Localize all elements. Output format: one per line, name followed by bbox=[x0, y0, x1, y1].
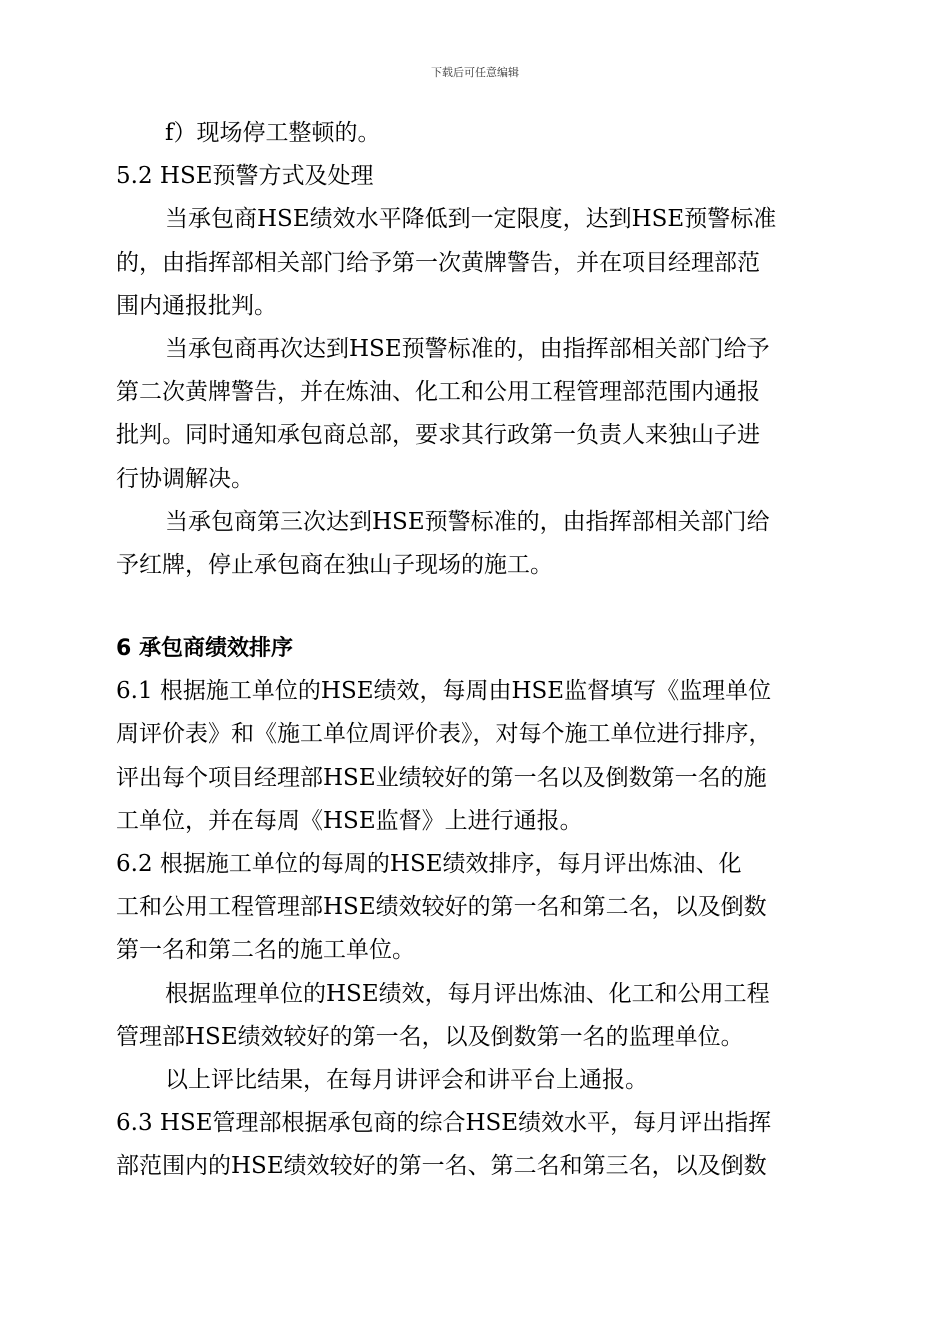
paragraph-line: 第一名和第二名的施工单位。 bbox=[116, 937, 415, 964]
paragraph-line: 以上评比结果，在每月讲评会和讲平台上通报。 bbox=[165, 1066, 648, 1093]
paragraph-line: 围内通报批判。 bbox=[116, 292, 277, 319]
document-body bbox=[116, 112, 841, 1189]
paragraph-line: 管理部HSE绩效较好的第一名，以及倒数第一名的监理单位。 bbox=[116, 1023, 744, 1050]
paragraph-line: 当承包商再次达到HSE预警标准的，由指挥部相关部门给予 bbox=[165, 335, 770, 362]
paragraph-line: 6.3 HSE管理部根据承包商的综合HSE绩效水平，每月评出指挥 bbox=[116, 1110, 772, 1137]
paragraph-line: 周评价表》和《施工单位周评价表》，对每个施工单位进行排序， bbox=[116, 721, 772, 748]
section-heading-5-2: 5.2 HSE预警方式及处理 bbox=[116, 163, 374, 190]
paragraph-line: 的，由指挥部相关部门给予第一次黄牌警告，并在项目经理部范 bbox=[116, 249, 760, 276]
section-spacer bbox=[116, 587, 841, 627]
paragraph-line: 当承包商HSE绩效水平降低到一定限度，达到HSE预警标准 bbox=[165, 206, 777, 233]
paragraph-line: 6.1 根据施工单位的HSE绩效，每周由HSE监督填写《监理单位 bbox=[116, 678, 772, 705]
paragraph-line: 当承包商第三次达到HSE预警标准的，由指挥部相关部门给 bbox=[165, 508, 770, 535]
paragraph-line: 第二次黄牌警告，并在炼油、化工和公用工程管理部范围内通报 bbox=[116, 379, 760, 406]
paragraph-line: 予红牌，停止承包商在独山子现场的施工。 bbox=[116, 551, 553, 578]
section-heading-6: 6 承包商绩效排序 bbox=[116, 636, 293, 662]
paragraph-line: 工和公用工程管理部HSE绩效较好的第一名和第二名，以及倒数 bbox=[116, 894, 767, 921]
list-item-f: f）现场停工整顿的。 bbox=[165, 120, 381, 146]
paragraph-line: 6.2 根据施工单位的每周的HSE绩效排序，每月评出炼油、化 bbox=[116, 851, 742, 877]
paragraph-line: 批判。同时通知承包商总部，要求其行政第一负责人来独山子进 bbox=[116, 422, 760, 449]
paragraph-line: 部范围内的HSE绩效较好的第一名、第二名和第三名，以及倒数 bbox=[116, 1153, 767, 1180]
page-header: 下载后可任意编辑 bbox=[431, 66, 519, 79]
paragraph-line: 工单位，并在每周《HSE监督》上进行通报。 bbox=[116, 807, 583, 834]
paragraph-line: 行协调解决。 bbox=[116, 465, 254, 492]
paragraph-line: 根据监理单位的HSE绩效，每月评出炼油、化工和公用工程 bbox=[165, 980, 770, 1007]
paragraph-line: 评出每个项目经理部HSE业绩较好的第一名以及倒数第一名的施 bbox=[116, 764, 767, 791]
